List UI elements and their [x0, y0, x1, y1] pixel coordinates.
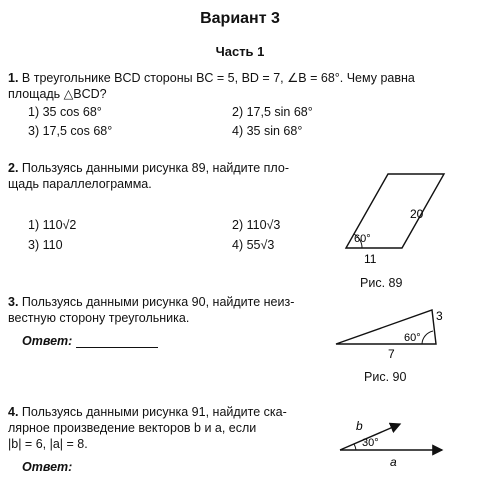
problem-2-option-3: 3) 110 — [28, 238, 63, 252]
problem-3-line-2: вестную сторону треугольника. — [8, 311, 190, 325]
figure-91-vectors — [330, 412, 450, 472]
problem-2-number: 2. — [8, 161, 19, 175]
fig90-side-b-label: 7 — [388, 347, 395, 361]
problem-2-line-1: 2. Пользуясь данными рисунка 89, найдите пло- — [8, 161, 289, 175]
problem-2-line-2: щадь параллелограмма. — [8, 177, 152, 191]
figure-89-parallelogram — [340, 166, 452, 268]
problem-1-option-1: 1) 35 cos 68° — [28, 105, 102, 119]
problem-1-option-4: 4) 35 sin 68° — [232, 124, 303, 138]
problem-4-line-1: 4. Пользуясь данными рисунка 91, найдите ска- — [8, 405, 287, 419]
figure-89-caption: Рис. 89 — [360, 276, 403, 290]
problem-3-answer-line — [76, 347, 158, 348]
problem-3-line-1: 3. Пользуясь данными рисунка 90, найдите неиз- — [8, 295, 295, 309]
problem-2-option-2: 2) 110√3 — [232, 218, 281, 232]
fig90-side-a-label: 3 — [436, 309, 443, 323]
problem-1-line-2: площадь △BCD? — [8, 87, 107, 101]
problem-4-number: 4. — [8, 405, 19, 419]
fig89-angle-label: 60° — [354, 233, 371, 245]
figure-90-triangle — [330, 302, 448, 362]
fig90-angle-label: 60° — [404, 332, 421, 344]
fig91-vector-a-label: a — [390, 455, 397, 469]
part-title: Часть 1 — [215, 44, 265, 59]
problem-4-answer-label: Ответ: — [22, 460, 73, 474]
problem-1-option-2: 2) 17,5 sin 68° — [232, 105, 313, 119]
fig91-vector-b-label: b — [356, 419, 363, 433]
problem-2-option-1: 1) 110√2 — [28, 218, 77, 232]
problem-3-number: 3. — [8, 295, 19, 309]
fig89-short-side-label: 11 — [364, 252, 377, 266]
fig89-long-side-label: 20 — [410, 207, 424, 221]
angle-arc — [354, 444, 356, 450]
problem-2-option-4: 4) 55√3 — [232, 238, 275, 252]
problem-1-option-3: 3) 17,5 cos 68° — [28, 124, 113, 138]
problem-1-number: 1. — [8, 71, 19, 85]
variant-title: Вариант 3 — [200, 10, 280, 27]
fig91-angle-label: 30° — [362, 437, 379, 449]
triangle-shape — [336, 310, 436, 344]
problem-4-line-3: |b| = 6, |a| = 8. — [8, 437, 88, 451]
figure-90-caption: Рис. 90 — [364, 370, 407, 384]
problem-4-line-2: лярное произведение векторов b и a, если — [8, 421, 257, 435]
problem-1-line-1: 1. В треугольнике BCD стороны BC = 5, BD = 7, ∠B = 68°. Чему равна — [8, 71, 415, 85]
problem-3-answer-label: Ответ: — [22, 334, 73, 348]
angle-arc — [422, 331, 433, 344]
